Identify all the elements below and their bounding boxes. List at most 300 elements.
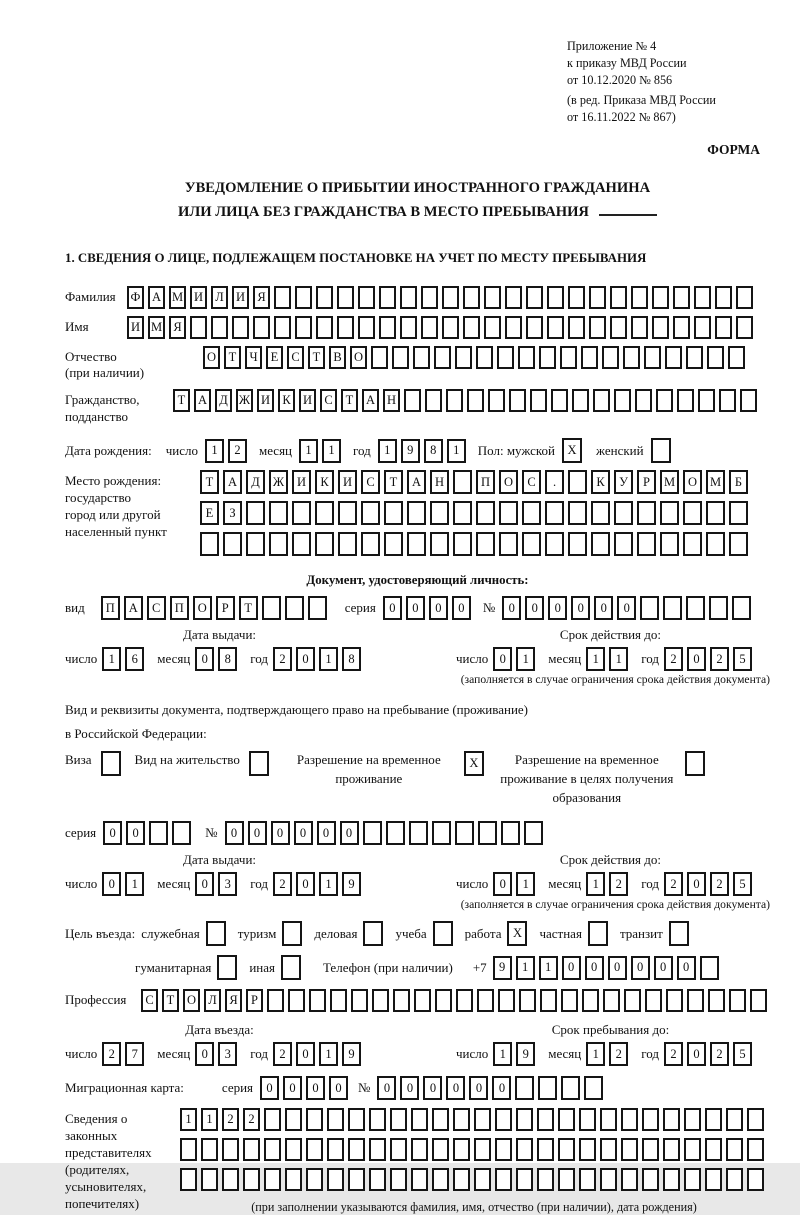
form-cell[interactable]: [267, 989, 284, 1012]
form-cell[interactable]: 1: [125, 872, 144, 896]
form-cell[interactable]: [432, 1108, 449, 1131]
form-cell[interactable]: [361, 532, 380, 556]
form-cell[interactable]: [411, 1138, 428, 1161]
form-cell[interactable]: [404, 389, 421, 412]
form-cell[interactable]: [726, 1138, 743, 1161]
form-cell[interactable]: [308, 596, 327, 620]
form-cell[interactable]: [621, 1168, 638, 1191]
form-cell[interactable]: [327, 1138, 344, 1161]
form-cell[interactable]: [568, 286, 585, 309]
form-cell[interactable]: [707, 346, 724, 369]
form-cell[interactable]: Д: [215, 389, 232, 412]
purpose-business-checkbox[interactable]: [363, 921, 383, 946]
form-cell[interactable]: [363, 921, 383, 946]
form-cell[interactable]: [547, 286, 564, 309]
form-cell[interactable]: [149, 821, 168, 845]
form-cell[interactable]: [579, 1168, 596, 1191]
form-cell[interactable]: 8: [218, 647, 237, 671]
form-cell[interactable]: Б: [729, 470, 748, 494]
sex-female-checkbox[interactable]: [651, 438, 671, 463]
form-cell[interactable]: [736, 316, 753, 339]
form-cell[interactable]: 0: [102, 872, 121, 896]
form-cell[interactable]: 0: [377, 1076, 396, 1100]
form-cell[interactable]: Ж: [236, 389, 253, 412]
form-cell[interactable]: [584, 1076, 603, 1100]
form-cell[interactable]: [698, 389, 715, 412]
form-cell[interactable]: [686, 346, 703, 369]
form-cell[interactable]: [684, 1168, 701, 1191]
form-cell[interactable]: 9: [342, 872, 361, 896]
form-cell[interactable]: [430, 532, 449, 556]
form-cell[interactable]: [705, 1138, 722, 1161]
form-cell[interactable]: [621, 1108, 638, 1131]
form-cell[interactable]: 3: [218, 1042, 237, 1066]
form-cell[interactable]: 0: [525, 596, 544, 620]
form-cell[interactable]: [568, 316, 585, 339]
form-cell[interactable]: [306, 1168, 323, 1191]
form-cell[interactable]: [338, 532, 357, 556]
form-cell[interactable]: [558, 1108, 575, 1131]
form-cell[interactable]: А: [407, 470, 426, 494]
form-cell[interactable]: [253, 316, 270, 339]
form-cell[interactable]: 1: [539, 956, 558, 980]
form-cell[interactable]: Т: [200, 470, 219, 494]
form-cell[interactable]: 1: [378, 439, 397, 463]
form-cell[interactable]: А: [362, 389, 379, 412]
form-cell[interactable]: 0: [493, 872, 512, 896]
form-cell[interactable]: [456, 989, 473, 1012]
form-cell[interactable]: [750, 989, 767, 1012]
form-cell[interactable]: 9: [401, 439, 420, 463]
purpose-tourism-checkbox[interactable]: [282, 921, 302, 946]
form-cell[interactable]: [222, 1168, 239, 1191]
form-cell[interactable]: [348, 1108, 365, 1131]
form-cell[interactable]: [729, 989, 746, 1012]
form-cell[interactable]: [663, 1138, 680, 1161]
form-cell[interactable]: [386, 821, 405, 845]
form-cell[interactable]: О: [350, 346, 367, 369]
form-cell[interactable]: 5: [733, 647, 752, 671]
form-cell[interactable]: [285, 1108, 302, 1131]
form-cell[interactable]: [660, 532, 679, 556]
form-cell[interactable]: [719, 389, 736, 412]
form-cell[interactable]: 0: [195, 872, 214, 896]
form-cell[interactable]: 0: [429, 596, 448, 620]
form-cell[interactable]: [729, 532, 748, 556]
form-cell[interactable]: 0: [548, 596, 567, 620]
form-cell[interactable]: [539, 346, 556, 369]
form-cell[interactable]: [526, 286, 543, 309]
form-cell[interactable]: 0: [452, 596, 471, 620]
form-cell[interactable]: 0: [306, 1076, 325, 1100]
form-cell[interactable]: [101, 751, 121, 776]
form-cell[interactable]: [495, 1138, 512, 1161]
form-cell[interactable]: 0: [502, 596, 521, 620]
form-cell[interactable]: М: [169, 286, 186, 309]
form-cell[interactable]: [309, 989, 326, 1012]
form-cell[interactable]: 9: [516, 1042, 535, 1066]
form-cell[interactable]: 2: [222, 1108, 239, 1131]
form-cell[interactable]: [407, 532, 426, 556]
form-cell[interactable]: П: [476, 470, 495, 494]
form-cell[interactable]: [476, 532, 495, 556]
form-cell[interactable]: [498, 989, 515, 1012]
form-cell[interactable]: [453, 532, 472, 556]
form-cell[interactable]: С: [141, 989, 158, 1012]
form-cell[interactable]: 9: [342, 1042, 361, 1066]
form-cell[interactable]: [631, 286, 648, 309]
form-cell[interactable]: [593, 389, 610, 412]
form-cell[interactable]: [589, 316, 606, 339]
form-cell[interactable]: [732, 596, 751, 620]
form-cell[interactable]: Ж: [269, 470, 288, 494]
form-cell[interactable]: А: [194, 389, 211, 412]
form-cell[interactable]: [463, 286, 480, 309]
form-cell[interactable]: И: [232, 286, 249, 309]
form-cell[interactable]: [474, 1168, 491, 1191]
form-cell[interactable]: 0: [271, 821, 290, 845]
form-cell[interactable]: С: [522, 470, 541, 494]
form-cell[interactable]: О: [193, 596, 212, 620]
form-cell[interactable]: Р: [216, 596, 235, 620]
form-cell[interactable]: С: [320, 389, 337, 412]
form-cell[interactable]: [631, 316, 648, 339]
form-cell[interactable]: Е: [266, 346, 283, 369]
form-cell[interactable]: [474, 1108, 491, 1131]
form-cell[interactable]: X: [507, 921, 527, 946]
form-cell[interactable]: [501, 821, 520, 845]
form-cell[interactable]: X: [562, 438, 582, 463]
form-cell[interactable]: [603, 989, 620, 1012]
form-cell[interactable]: [663, 1168, 680, 1191]
form-cell[interactable]: [568, 532, 587, 556]
form-cell[interactable]: 1: [516, 956, 535, 980]
form-cell[interactable]: [292, 532, 311, 556]
form-cell[interactable]: [243, 1138, 260, 1161]
form-cell[interactable]: [476, 501, 495, 525]
form-cell[interactable]: [315, 501, 334, 525]
form-cell[interactable]: [222, 1138, 239, 1161]
form-cell[interactable]: [516, 1108, 533, 1131]
form-cell[interactable]: 0: [195, 1042, 214, 1066]
form-cell[interactable]: [432, 821, 451, 845]
form-cell[interactable]: И: [338, 470, 357, 494]
form-cell[interactable]: 9: [493, 956, 512, 980]
form-cell[interactable]: [497, 346, 514, 369]
form-cell[interactable]: [706, 501, 725, 525]
form-cell[interactable]: [685, 751, 705, 776]
form-cell[interactable]: Т: [162, 989, 179, 1012]
form-cell[interactable]: [327, 1108, 344, 1131]
form-cell[interactable]: 5: [733, 872, 752, 896]
form-cell[interactable]: [651, 438, 671, 463]
form-cell[interactable]: [433, 921, 453, 946]
form-cell[interactable]: [516, 1168, 533, 1191]
form-cell[interactable]: 1: [586, 647, 605, 671]
form-cell[interactable]: О: [203, 346, 220, 369]
form-cell[interactable]: [637, 501, 656, 525]
form-cell[interactable]: [363, 821, 382, 845]
form-cell[interactable]: [201, 1168, 218, 1191]
form-cell[interactable]: 2: [609, 1042, 628, 1066]
form-cell[interactable]: [217, 955, 237, 980]
form-cell[interactable]: И: [190, 286, 207, 309]
form-cell[interactable]: [516, 1138, 533, 1161]
form-cell[interactable]: [726, 1168, 743, 1191]
form-cell[interactable]: [558, 1138, 575, 1161]
form-cell[interactable]: [390, 1168, 407, 1191]
form-cell[interactable]: 0: [677, 956, 696, 980]
form-cell[interactable]: [390, 1108, 407, 1131]
form-cell[interactable]: [694, 286, 711, 309]
form-cell[interactable]: [392, 346, 409, 369]
form-cell[interactable]: [411, 1108, 428, 1131]
form-cell[interactable]: 0: [493, 647, 512, 671]
form-cell[interactable]: И: [127, 316, 144, 339]
form-cell[interactable]: [180, 1168, 197, 1191]
form-cell[interactable]: И: [257, 389, 274, 412]
form-cell[interactable]: Н: [430, 470, 449, 494]
form-cell[interactable]: [669, 921, 689, 946]
form-cell[interactable]: А: [124, 596, 143, 620]
purpose-other-checkbox[interactable]: [281, 955, 301, 980]
option-temp-residence-checkbox[interactable]: [464, 751, 484, 776]
form-cell[interactable]: [708, 989, 725, 1012]
form-cell[interactable]: 0: [225, 821, 244, 845]
form-cell[interactable]: [348, 1138, 365, 1161]
form-cell[interactable]: [316, 316, 333, 339]
form-cell[interactable]: [306, 1108, 323, 1131]
form-cell[interactable]: [455, 346, 472, 369]
form-cell[interactable]: 0: [594, 596, 613, 620]
form-cell[interactable]: [572, 389, 589, 412]
form-cell[interactable]: [579, 1138, 596, 1161]
form-cell[interactable]: [467, 389, 484, 412]
purpose-humanitarian-checkbox[interactable]: [217, 955, 237, 980]
form-cell[interactable]: 1: [205, 439, 224, 463]
form-cell[interactable]: 1: [586, 1042, 605, 1066]
form-cell[interactable]: 0: [248, 821, 267, 845]
form-cell[interactable]: X: [464, 751, 484, 776]
form-cell[interactable]: З: [223, 501, 242, 525]
purpose-study-checkbox[interactable]: [433, 921, 453, 946]
form-cell[interactable]: [282, 921, 302, 946]
form-cell[interactable]: [295, 286, 312, 309]
form-cell[interactable]: [409, 821, 428, 845]
form-cell[interactable]: [728, 346, 745, 369]
form-cell[interactable]: [434, 346, 451, 369]
form-cell[interactable]: [645, 989, 662, 1012]
form-cell[interactable]: [518, 346, 535, 369]
form-cell[interactable]: [246, 532, 265, 556]
form-cell[interactable]: 0: [562, 956, 581, 980]
form-cell[interactable]: [338, 501, 357, 525]
form-cell[interactable]: [705, 1108, 722, 1131]
form-cell[interactable]: [232, 316, 249, 339]
form-cell[interactable]: [558, 1168, 575, 1191]
form-cell[interactable]: [327, 1168, 344, 1191]
form-cell[interactable]: М: [660, 470, 679, 494]
form-cell[interactable]: Т: [224, 346, 241, 369]
form-cell[interactable]: [740, 389, 757, 412]
form-cell[interactable]: [709, 596, 728, 620]
form-cell[interactable]: [656, 389, 673, 412]
form-cell[interactable]: [683, 532, 702, 556]
form-cell[interactable]: Т: [341, 389, 358, 412]
form-cell[interactable]: 0: [654, 956, 673, 980]
form-cell[interactable]: [568, 501, 587, 525]
form-cell[interactable]: [640, 596, 659, 620]
form-cell[interactable]: Т: [239, 596, 258, 620]
form-cell[interactable]: Л: [204, 989, 221, 1012]
form-cell[interactable]: 0: [317, 821, 336, 845]
form-cell[interactable]: О: [183, 989, 200, 1012]
form-cell[interactable]: [432, 1168, 449, 1191]
form-cell[interactable]: [582, 989, 599, 1012]
form-cell[interactable]: [407, 501, 426, 525]
form-cell[interactable]: [614, 501, 633, 525]
form-cell[interactable]: 2: [710, 647, 729, 671]
form-cell[interactable]: [530, 389, 547, 412]
form-cell[interactable]: В: [329, 346, 346, 369]
form-cell[interactable]: М: [706, 470, 725, 494]
purpose-work-checkbox[interactable]: [507, 921, 527, 946]
form-cell[interactable]: [665, 346, 682, 369]
form-cell[interactable]: [400, 286, 417, 309]
form-cell[interactable]: [400, 316, 417, 339]
form-cell[interactable]: [637, 532, 656, 556]
form-cell[interactable]: [519, 989, 536, 1012]
form-cell[interactable]: 1: [516, 872, 535, 896]
form-cell[interactable]: Н: [383, 389, 400, 412]
form-cell[interactable]: [358, 316, 375, 339]
form-cell[interactable]: 0: [195, 647, 214, 671]
form-cell[interactable]: [453, 470, 472, 494]
form-cell[interactable]: Я: [225, 989, 242, 1012]
form-cell[interactable]: [206, 921, 226, 946]
form-cell[interactable]: [726, 1108, 743, 1131]
form-cell[interactable]: [547, 316, 564, 339]
form-cell[interactable]: [560, 346, 577, 369]
form-cell[interactable]: [568, 470, 587, 494]
form-cell[interactable]: [264, 1168, 281, 1191]
form-cell[interactable]: [614, 389, 631, 412]
form-cell[interactable]: [495, 1168, 512, 1191]
sex-male-checkbox[interactable]: [562, 438, 582, 463]
form-cell[interactable]: [453, 1138, 470, 1161]
form-cell[interactable]: 1: [586, 872, 605, 896]
form-cell[interactable]: [660, 501, 679, 525]
form-cell[interactable]: 0: [571, 596, 590, 620]
form-cell[interactable]: [477, 989, 494, 1012]
form-cell[interactable]: 0: [340, 821, 359, 845]
purpose-transit-checkbox[interactable]: [669, 921, 689, 946]
form-cell[interactable]: 0: [294, 821, 313, 845]
form-cell[interactable]: [589, 286, 606, 309]
form-cell[interactable]: [337, 286, 354, 309]
form-cell[interactable]: [453, 501, 472, 525]
form-cell[interactable]: 1: [102, 647, 121, 671]
form-cell[interactable]: [684, 1108, 701, 1131]
form-cell[interactable]: И: [299, 389, 316, 412]
form-cell[interactable]: О: [499, 470, 518, 494]
form-cell[interactable]: [526, 316, 543, 339]
form-cell[interactable]: [274, 286, 291, 309]
form-cell[interactable]: [642, 1138, 659, 1161]
form-cell[interactable]: Ф: [127, 286, 144, 309]
form-cell[interactable]: [285, 1138, 302, 1161]
form-cell[interactable]: [610, 286, 627, 309]
form-cell[interactable]: 1: [180, 1108, 197, 1131]
form-cell[interactable]: [522, 532, 541, 556]
form-cell[interactable]: [677, 389, 694, 412]
form-cell[interactable]: 0: [406, 596, 425, 620]
form-cell[interactable]: [211, 316, 228, 339]
form-cell[interactable]: [684, 1138, 701, 1161]
form-cell[interactable]: А: [148, 286, 165, 309]
form-cell[interactable]: П: [101, 596, 120, 620]
form-cell[interactable]: М: [148, 316, 165, 339]
form-cell[interactable]: У: [614, 470, 633, 494]
form-cell[interactable]: 2: [273, 647, 292, 671]
option-temp-residence-edu-checkbox[interactable]: [685, 751, 705, 776]
form-cell[interactable]: [264, 1108, 281, 1131]
form-cell[interactable]: [700, 956, 719, 980]
form-cell[interactable]: 1: [447, 439, 466, 463]
form-cell[interactable]: [474, 1138, 491, 1161]
form-cell[interactable]: [644, 346, 661, 369]
form-cell[interactable]: [384, 501, 403, 525]
form-cell[interactable]: К: [315, 470, 334, 494]
form-cell[interactable]: 2: [273, 872, 292, 896]
form-cell[interactable]: 2: [664, 647, 683, 671]
form-cell[interactable]: [538, 1076, 557, 1100]
form-cell[interactable]: [686, 596, 705, 620]
form-cell[interactable]: [488, 389, 505, 412]
form-cell[interactable]: 2: [228, 439, 247, 463]
form-cell[interactable]: 2: [664, 1042, 683, 1066]
form-cell[interactable]: [379, 286, 396, 309]
form-cell[interactable]: 1: [319, 872, 338, 896]
form-cell[interactable]: П: [170, 596, 189, 620]
form-cell[interactable]: 2: [102, 1042, 121, 1066]
form-cell[interactable]: [274, 316, 291, 339]
form-cell[interactable]: [652, 316, 669, 339]
form-cell[interactable]: [551, 389, 568, 412]
form-cell[interactable]: [269, 532, 288, 556]
form-cell[interactable]: Л: [211, 286, 228, 309]
form-cell[interactable]: [579, 1108, 596, 1131]
form-cell[interactable]: [281, 955, 301, 980]
form-cell[interactable]: [316, 286, 333, 309]
form-cell[interactable]: [476, 346, 493, 369]
form-cell[interactable]: 2: [243, 1108, 260, 1131]
form-cell[interactable]: [747, 1108, 764, 1131]
form-cell[interactable]: С: [147, 596, 166, 620]
form-cell[interactable]: [306, 1138, 323, 1161]
form-cell[interactable]: 0: [383, 596, 402, 620]
form-cell[interactable]: 1: [609, 647, 628, 671]
form-cell[interactable]: [561, 989, 578, 1012]
form-cell[interactable]: Р: [246, 989, 263, 1012]
form-cell[interactable]: 0: [492, 1076, 511, 1100]
form-cell[interactable]: [243, 1168, 260, 1191]
form-cell[interactable]: 6: [125, 647, 144, 671]
form-cell[interactable]: [495, 1108, 512, 1131]
form-cell[interactable]: [484, 286, 501, 309]
form-cell[interactable]: 3: [218, 872, 237, 896]
form-cell[interactable]: [453, 1108, 470, 1131]
